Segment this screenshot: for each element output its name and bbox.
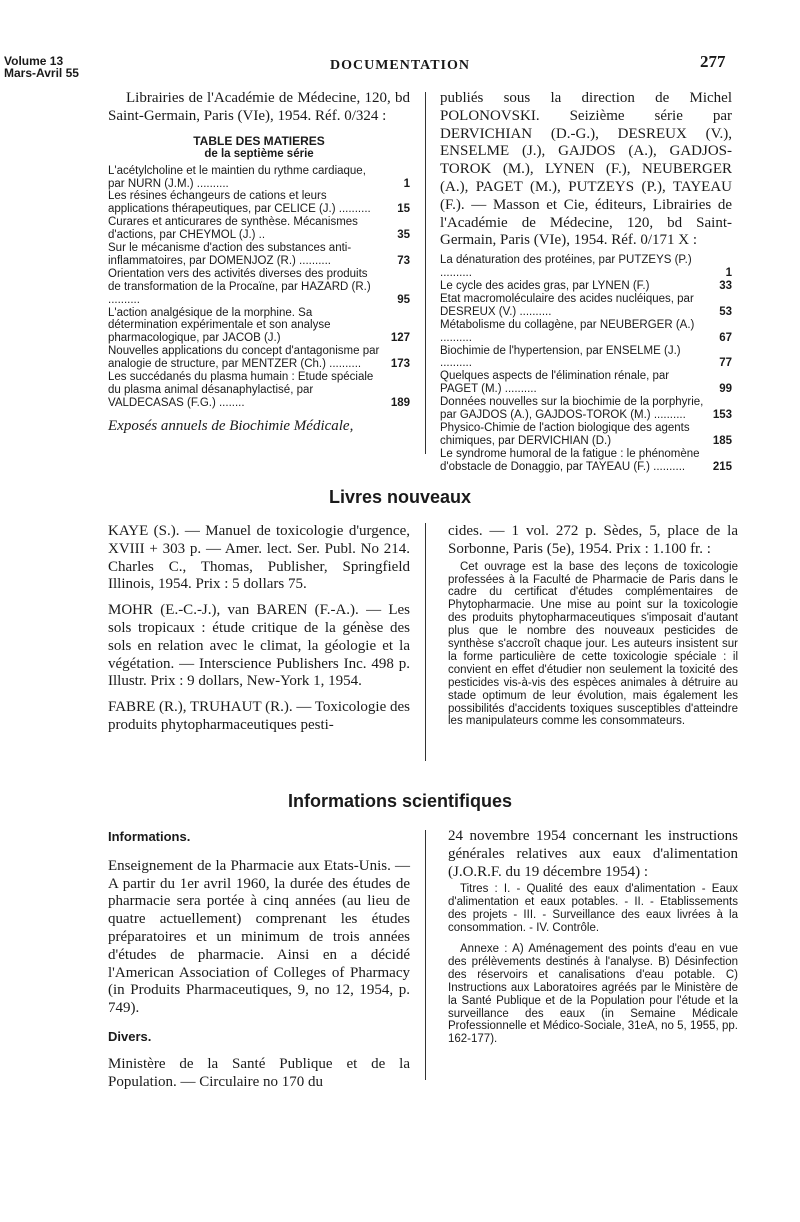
toc-entry-page: 99 xyxy=(719,383,732,396)
toc-left-column xyxy=(108,90,410,436)
toc-entry xyxy=(440,319,732,345)
toc-entry xyxy=(108,242,410,268)
toc-entry-text: Les résines échangeurs de cations et leurs applications thérapeutiques, par CELICE (J.) .......... xyxy=(108,190,371,216)
toc-entry-text: Nouvelles applications du concept d'antagonisme par analogie de structure, par MENTZER (Ch.) .......... xyxy=(108,345,380,371)
toc-right-column xyxy=(440,90,732,474)
toc-entry-page: 189 xyxy=(390,396,410,409)
toc-entry-text: L'acétylcholine et le maintien du rythme cardiaque, par NURN (J.M.) .......... xyxy=(108,164,366,190)
toc-entry-text: Quelques aspects de l'élimination rénale, par PAGET (M.) .......... xyxy=(440,370,670,396)
toc-entry xyxy=(108,371,410,410)
book-description: Cet ouvrage est la base des leçons de toxicologie professées à la Faculté de Pharmacie de Paris dans le cadre du certificat d'études complémentaires de Phytopharmacie. Une mise au point sur la toxicologie des produits phytopharmaceutiques s'imposait d'autant plus que le nombre des nouveaux pesticides de synthèse s'accroît chaque jour. Les auteurs insistent sur la forme particulière de cette toxicologie spéciale : il convient en effet d'étudier non seulement la toxicité des pesticides vis-à-vis des espèces animales à détruire au stade optimum de leur évolution, mais également les possibilités d'accidents toxiques susceptibles d'atteindre les manipulateurs comme les consommateurs. xyxy=(448,560,738,728)
toc-entry-page: 95 xyxy=(397,293,410,306)
toc-entry-page: 215 xyxy=(712,460,732,473)
toc-right-intro: publiés sous la direction de Michel POLONOVSKI. Seizième série par DERVICHIAN (D.-G.), DESREUX (V.), ENSELME (J.), GAJDOS (A.), GADJOS-TOROK (M.), LYNEN (F.), NEUBERGER (A.), PAGET (M.), PUTZEYS (P.), TAYEAU (F.). — Masson et Cie, éditeurs, Librairies de l'Académie de Médecine, 120, bd Saint-Germain, Paris (VIe), 1954. Réf. 0/171 X : xyxy=(440,90,732,249)
toc-entry-page: 15 xyxy=(397,203,410,216)
toc-entry-page: 1 xyxy=(725,267,732,280)
toc-entry-page: 53 xyxy=(719,305,732,318)
toc-entry-text: Les succédanés du plasma humain : Etude spéciale du plasma animal désanaphylactisé, par VALDECASAS (F.G.) ........ xyxy=(108,371,374,409)
toc-entry xyxy=(440,254,732,280)
toc-entry-page: 127 xyxy=(390,332,410,345)
divers-subheading: Divers. xyxy=(108,1028,152,1044)
toc-entry xyxy=(108,345,410,371)
toc-entry xyxy=(108,165,410,191)
toc-entry-text: Sur le mécanisme d'action des substances anti-inflammatoires, par DOMENJOZ (R.) .......... xyxy=(108,242,352,267)
column-divider-2 xyxy=(425,523,426,761)
titres-paragraph: Titres : I. - Qualité des eaux d'alimentation - Eaux d'alimentation et eaux potables. - II. - Etablissements des projets - III. - Surveillance des eaux livrées à la consommation. - IV. Contrôle. xyxy=(448,883,738,935)
toc-entry-page: 1 xyxy=(403,177,410,190)
livres-right-column xyxy=(448,523,738,728)
toc-intro: Librairies de l'Académie de Médecine, 120, bd Saint-Germain, Paris (VIe), 1954. Réf. 0/324 : xyxy=(108,90,410,124)
volume-label: Volume 13 Mars-Avril 55 xyxy=(4,54,79,80)
toc-entry-text: Le cycle des acides gras, par LYNEN (F.) xyxy=(440,279,650,292)
toc-entry xyxy=(440,448,732,474)
toc-entry-page: 77 xyxy=(719,357,732,370)
toc-entry xyxy=(440,293,732,319)
toc-entry xyxy=(440,370,732,396)
toc-subtitle: de la septième série xyxy=(204,147,314,160)
book-fabre-continued: cides. — 1 vol. 272 p. Sèdes, 5, place de la Sorbonne, Paris (5e), 1954. Prix : 1.100 fr. : xyxy=(448,523,738,557)
toc-entry-text: Le syndrome humoral de la fatigue : le phénomène d'obstacle de Donaggio, par TAYEAU (F.) .......... xyxy=(440,447,700,473)
toc-entry-text: Curares et anticurares de synthèse. Mécanismes d'actions, par CHEYMOL (J.) .. xyxy=(108,216,358,242)
column-divider-3 xyxy=(425,830,426,1080)
toc-entry xyxy=(108,216,410,242)
toc-entry xyxy=(108,190,410,216)
toc-footer: Exposés annuels de Biochimie Médicale, xyxy=(108,417,354,434)
toc-entry xyxy=(440,396,732,422)
informations-subheading: Informations. xyxy=(108,829,191,844)
toc-entry-page: 33 xyxy=(719,279,732,292)
toc-entry-text: Etat macromoléculaire des acides nucléiques, par DESREUX (V.) .......... xyxy=(440,292,694,318)
toc-entry-text: Données nouvelles sur la biochimie de la porphyrie, par GAJDOS (A.), GAJDOS-TOROK (M.) .......... xyxy=(440,396,704,422)
toc-entry-page: 67 xyxy=(719,331,732,344)
toc-entry-text: Physico-Chimie de l'action biologique des agents chimiques, par DERVICHIAN (D.) xyxy=(440,421,690,447)
toc-entry xyxy=(440,280,732,293)
livres-left-column xyxy=(108,523,410,735)
toc-entry-page: 73 xyxy=(397,254,410,267)
toc-entry xyxy=(108,268,410,307)
toc-entry-text: La dénaturation des protéines, par PUTZEYS (P.) .......... xyxy=(440,254,692,280)
annexe-paragraph: Annexe : A) Aménagement des points d'eau en vue des prélèvements destinés à l'analyse. B) Désinfection des réservoirs et canalisations d'eau potable. C) Instructions aux Laboratoires agréés par le Ministère de la Santé Publique et de la Population pour l'étude et la surveillance des eaux (in Semaine Médicale Professionnelle et Médico-Sociale, 31eA, no 5, 1955, pp. 162-177). xyxy=(448,943,738,1046)
toc-entry xyxy=(440,345,732,371)
infos-heading: Informations scientifiques xyxy=(287,791,513,811)
infos-left-column xyxy=(108,828,410,1091)
toc-entry-page: 185 xyxy=(712,434,732,447)
toc-entry-text: L'action analgésique de la morphine. Sa détermination expérimentale et son analyse pharmacologique, par JACOB (J.) xyxy=(108,306,331,345)
toc-entries xyxy=(108,165,410,410)
toc-entry xyxy=(440,422,732,448)
circulaire-paragraph: 24 novembre 1954 concernant les instructions générales relatives aux eaux d'alimentation (J.O.R.F. du 19 décembre 1954) : xyxy=(448,828,738,880)
enseignement-paragraph: Enseignement de la Pharmacie aux Etats-Unis. — A partir du 1er avril 1960, la durée des études de pharmacie sera portée à cinq années (au lieu de quatre actuellement) comprenant les études préparatoires et un minimum de trois années d'études de pharmacie. Ainsi en a décidé l'American Association of Colleges of Pharmacy (in Produits Pharmaceutiques, 9, no 12, 1954, p. 749). xyxy=(108,857,410,1017)
toc-entry-text: Orientation vers des activités diverses des produits de transformation de la Procaïne, par HAZARD (R.) .......... xyxy=(108,267,371,306)
book-fabre: FABRE (R.), TRUHAUT (R.). — Toxicologie des produits phytopharmaceutiques pesti- xyxy=(108,699,410,733)
toc-entry-page: 35 xyxy=(397,229,410,242)
toc-right-entries xyxy=(440,254,732,473)
section-header: DOCUMENTATION xyxy=(329,58,471,73)
ministere-paragraph: Ministère de la Santé Publique et de la Population. — Circulaire no 170 du xyxy=(108,1055,410,1090)
toc-entry-page: 153 xyxy=(712,409,732,422)
column-divider xyxy=(425,92,426,454)
livres-heading: Livres nouveaux xyxy=(328,487,472,507)
toc-entry xyxy=(108,307,410,346)
infos-right-column xyxy=(448,828,738,1046)
book-kaye: KAYE (S.). — Manuel de toxicologie d'urgence, XVIII + 303 p. — Amer. lect. Ser. Publ. No 214. Charles C., Thomas, Publisher, Springfield Illinois, 1954. Prix : 5 dollars 75. xyxy=(108,523,410,593)
toc-entry-page: 173 xyxy=(390,358,410,371)
toc-title: TABLE DES MATIERES xyxy=(193,133,325,148)
page-number: 277 xyxy=(700,52,726,71)
book-mohr: MOHR (E.-C.-J.), van BAREN (F.-A.). — Les sols tropicaux : étude critique de la génèse des sols en relation avec le climat, la géologie et la végétation. — Interscience Publishers Inc. 498 p. Illustr. Prix : 9 dollars, New-York 1, 1954. xyxy=(108,602,410,690)
toc-entry-text: Métabolisme du collagène, par NEUBERGER (A.) .......... xyxy=(440,318,695,344)
toc-entry-text: Biochimie de l'hypertension, par ENSELME (J.) .......... xyxy=(440,344,681,370)
